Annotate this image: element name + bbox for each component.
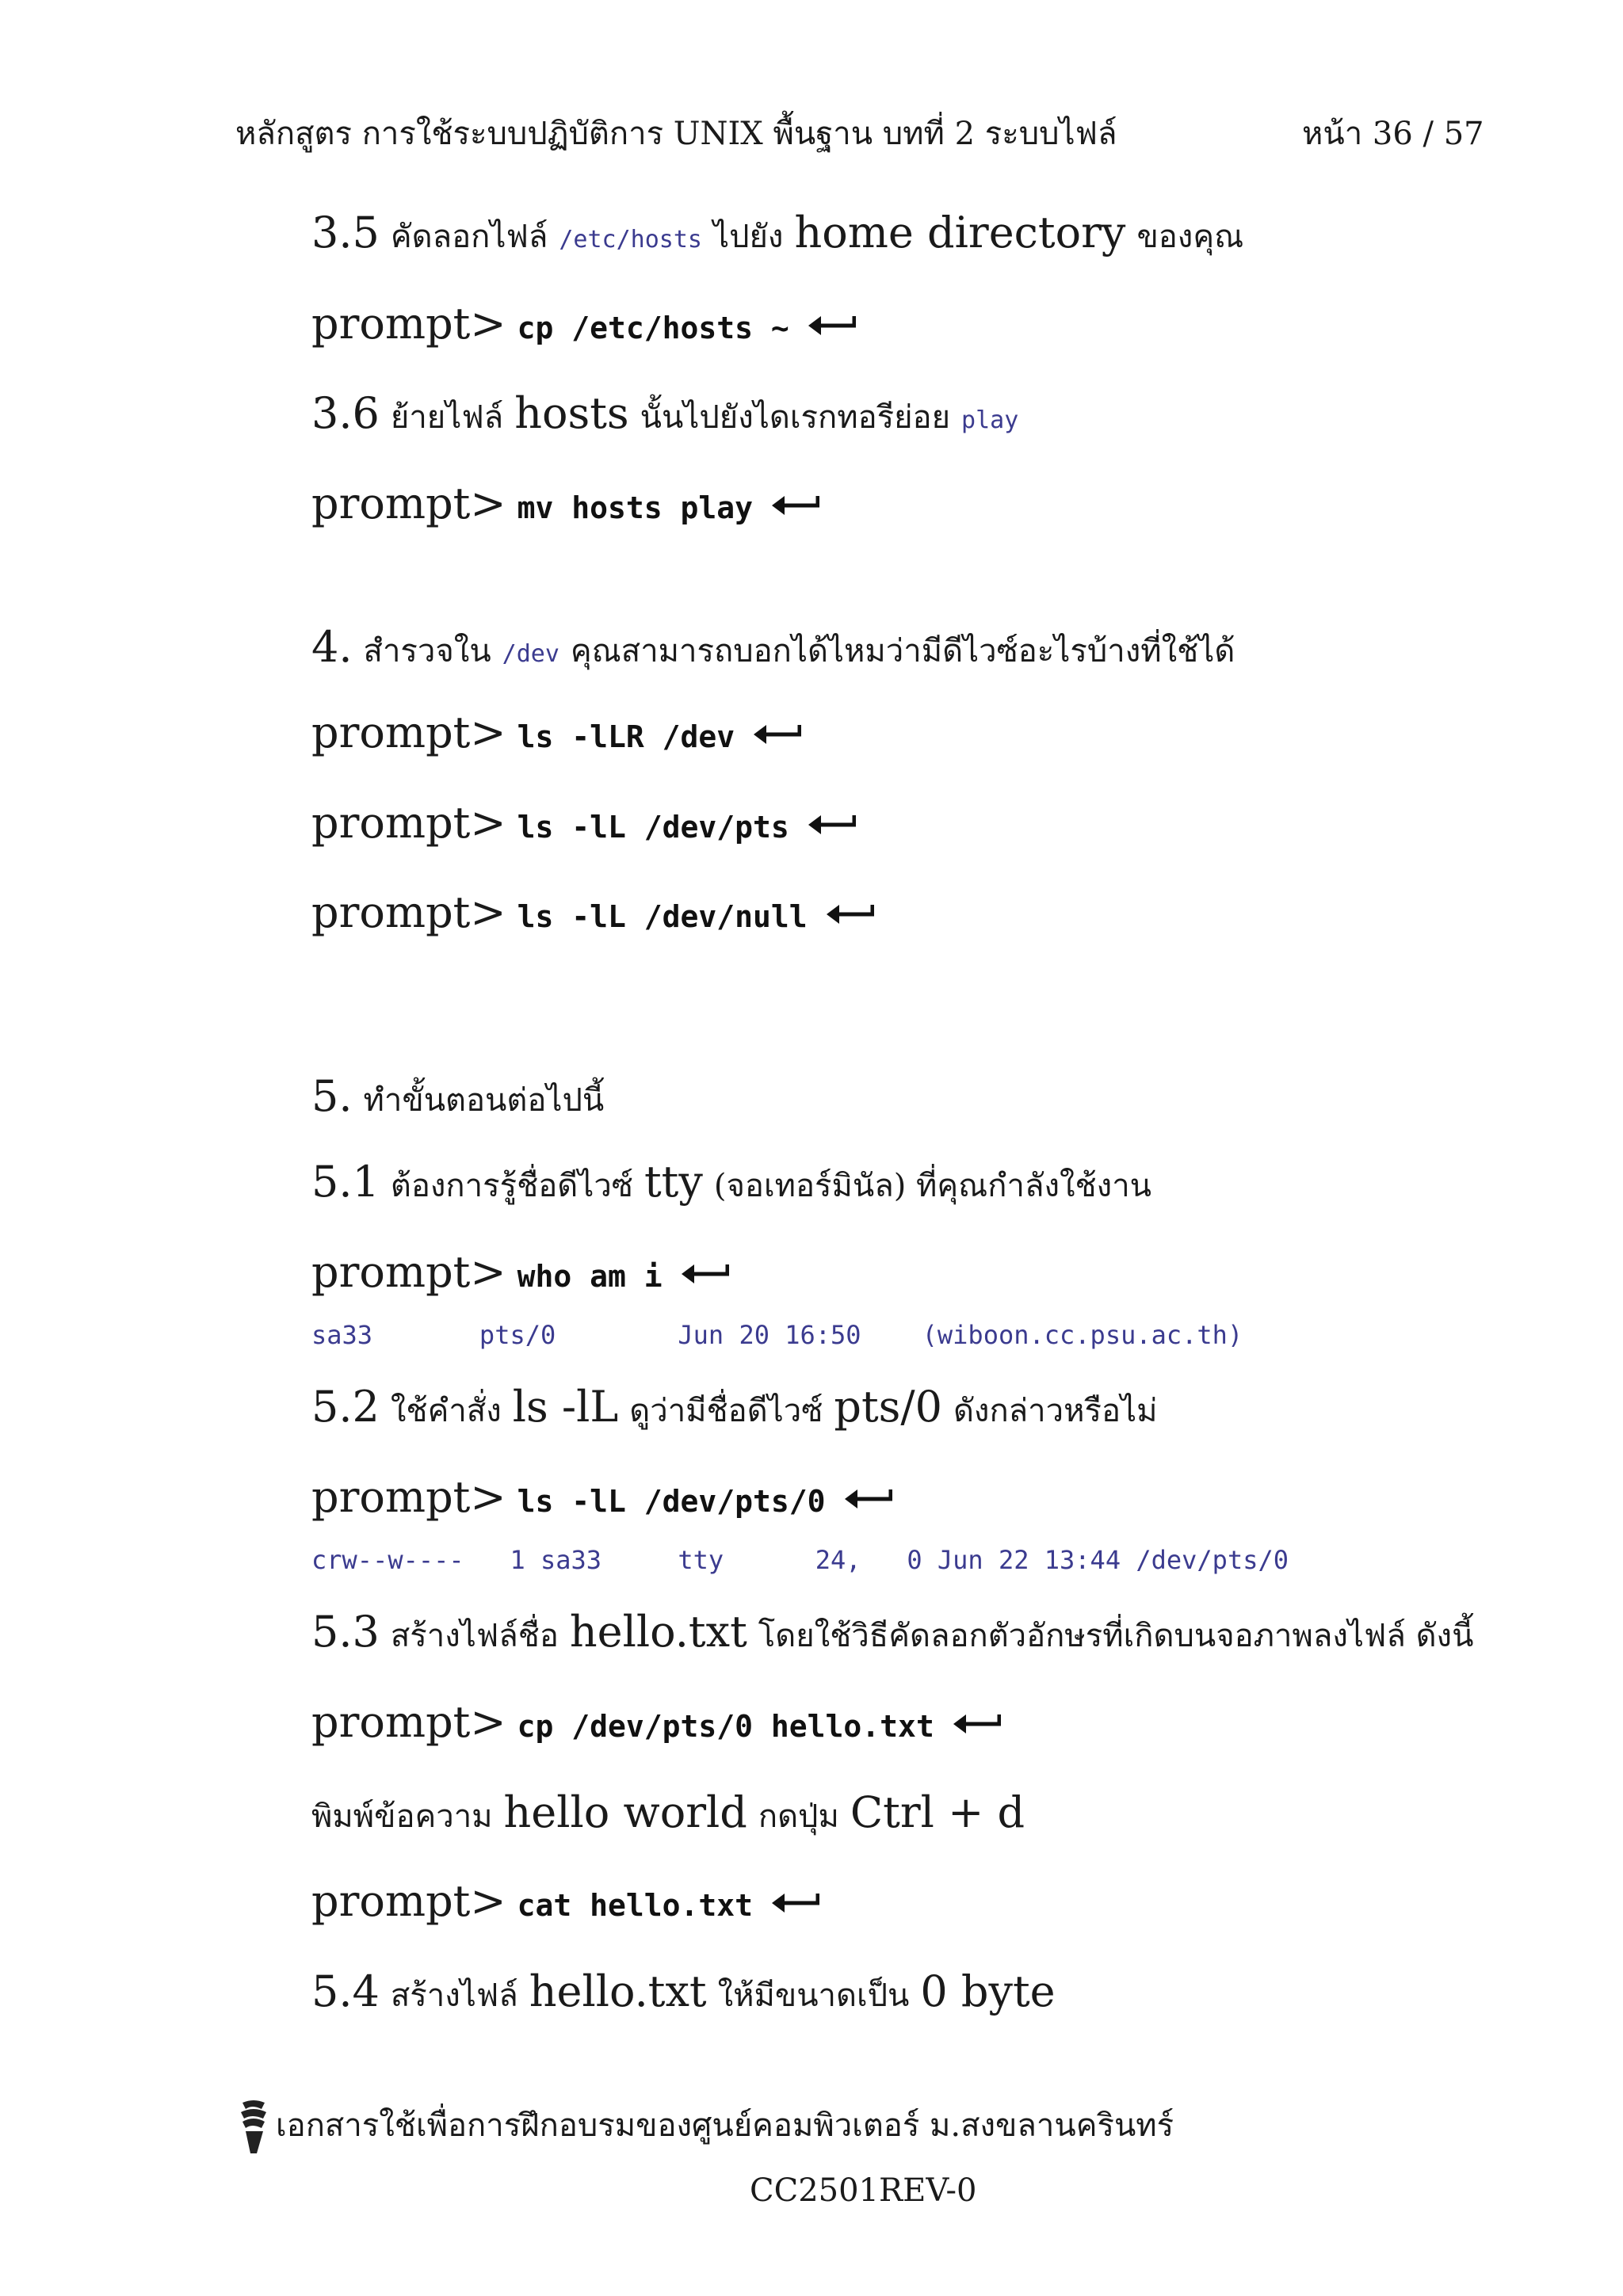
command-line: prompt> ls -lL /dev/null [311, 887, 874, 937]
step-5: 5. ทำขั้นตอนต่อไปนี้ [311, 1071, 605, 1121]
command-line: prompt> who am i [311, 1247, 729, 1297]
enter-key-icon [952, 1707, 1001, 1738]
command-line: prompt> cp /etc/hosts ~ [311, 299, 856, 349]
enter-key-icon [843, 1482, 892, 1513]
step-5-4: 5.4 สร้างไฟล์ hello.txt ให้มีขนาดเป็น 0 byte [311, 1966, 1056, 2016]
enter-key-icon [807, 308, 856, 340]
type-instruction: พิมพ์ข้อความ hello world กดปุ่ม Ctrl + d [311, 1787, 1025, 1837]
document-code: CC2501REV-0 [750, 2172, 977, 2209]
header-title: หลักสูตร การใช้ระบบปฏิบัติการ UNIX พื้นฐาน บทที่ 2 ระบบไฟล์ [235, 116, 1117, 152]
enter-key-icon [770, 1886, 819, 1917]
footer-note: เอกสารใช้เพื่อการฝึกอบรมของศูนย์คอมพิวเตอร์ ม.สงขลานครินทร์ [276, 2107, 1174, 2144]
step-5-2: 5.2 ใช้คำสั่ง ls -lL ดูว่ามีชื่อดีไวซ์ pts/0 ดังกล่าวหรือไม่ [311, 1382, 1158, 1432]
command-output: crw--w---- 1 sa33 tty 24, 0 Jun 22 13:44 /dev/pts/0 [311, 1545, 1289, 1575]
command-line: prompt> ls -lLR /dev [311, 707, 801, 757]
enter-key-icon [680, 1257, 729, 1288]
command-line: prompt> ls -lL /dev/pts [311, 798, 856, 848]
enter-key-icon [807, 807, 856, 839]
command-line: prompt> cp /dev/pts/0 hello.txt [311, 1697, 1001, 1747]
step-5-3: 5.3 สร้างไฟล์ชื่อ hello.txt โดยใช้วิธีคัดลอกตัวอักษรที่เกิดบนจอภาพลงไฟล์ ดังนี้ [311, 1607, 1474, 1657]
step-3-6: 3.6 ย้ายไฟล์ hosts นั้นไปยังไดเรกทอรีย่อย play [311, 388, 1019, 438]
command-line: prompt> cat hello.txt [311, 1876, 819, 1926]
step-3-5: 3.5 คัดลอกไฟล์ /etc/hosts ไปยัง home directory ของคุณ [311, 208, 1244, 257]
enter-key-icon [825, 897, 874, 929]
command-line: prompt> ls -lL /dev/pts/0 [311, 1472, 892, 1522]
command-line: prompt> mv hosts play [311, 479, 819, 528]
psu-logo-icon [238, 2098, 271, 2155]
step-4: 4. สำรวจใน /dev คุณสามารถบอกได้ไหมว่ามีดีไวซ์อะไรบ้างที่ใช้ได้ [311, 622, 1235, 672]
command-output: sa33 pts/0 Jun 20 16:50 (wiboon.cc.psu.ac.th) [311, 1320, 1243, 1350]
step-5-1: 5.1 ต้องการรู้ชื่อดีไวซ์ tty (จอเทอร์มินัล) ที่คุณกำลังใช้งาน [311, 1157, 1152, 1207]
enter-key-icon [752, 717, 801, 749]
enter-key-icon [770, 488, 819, 520]
page-number: หน้า 36 / 57 [1302, 116, 1484, 152]
